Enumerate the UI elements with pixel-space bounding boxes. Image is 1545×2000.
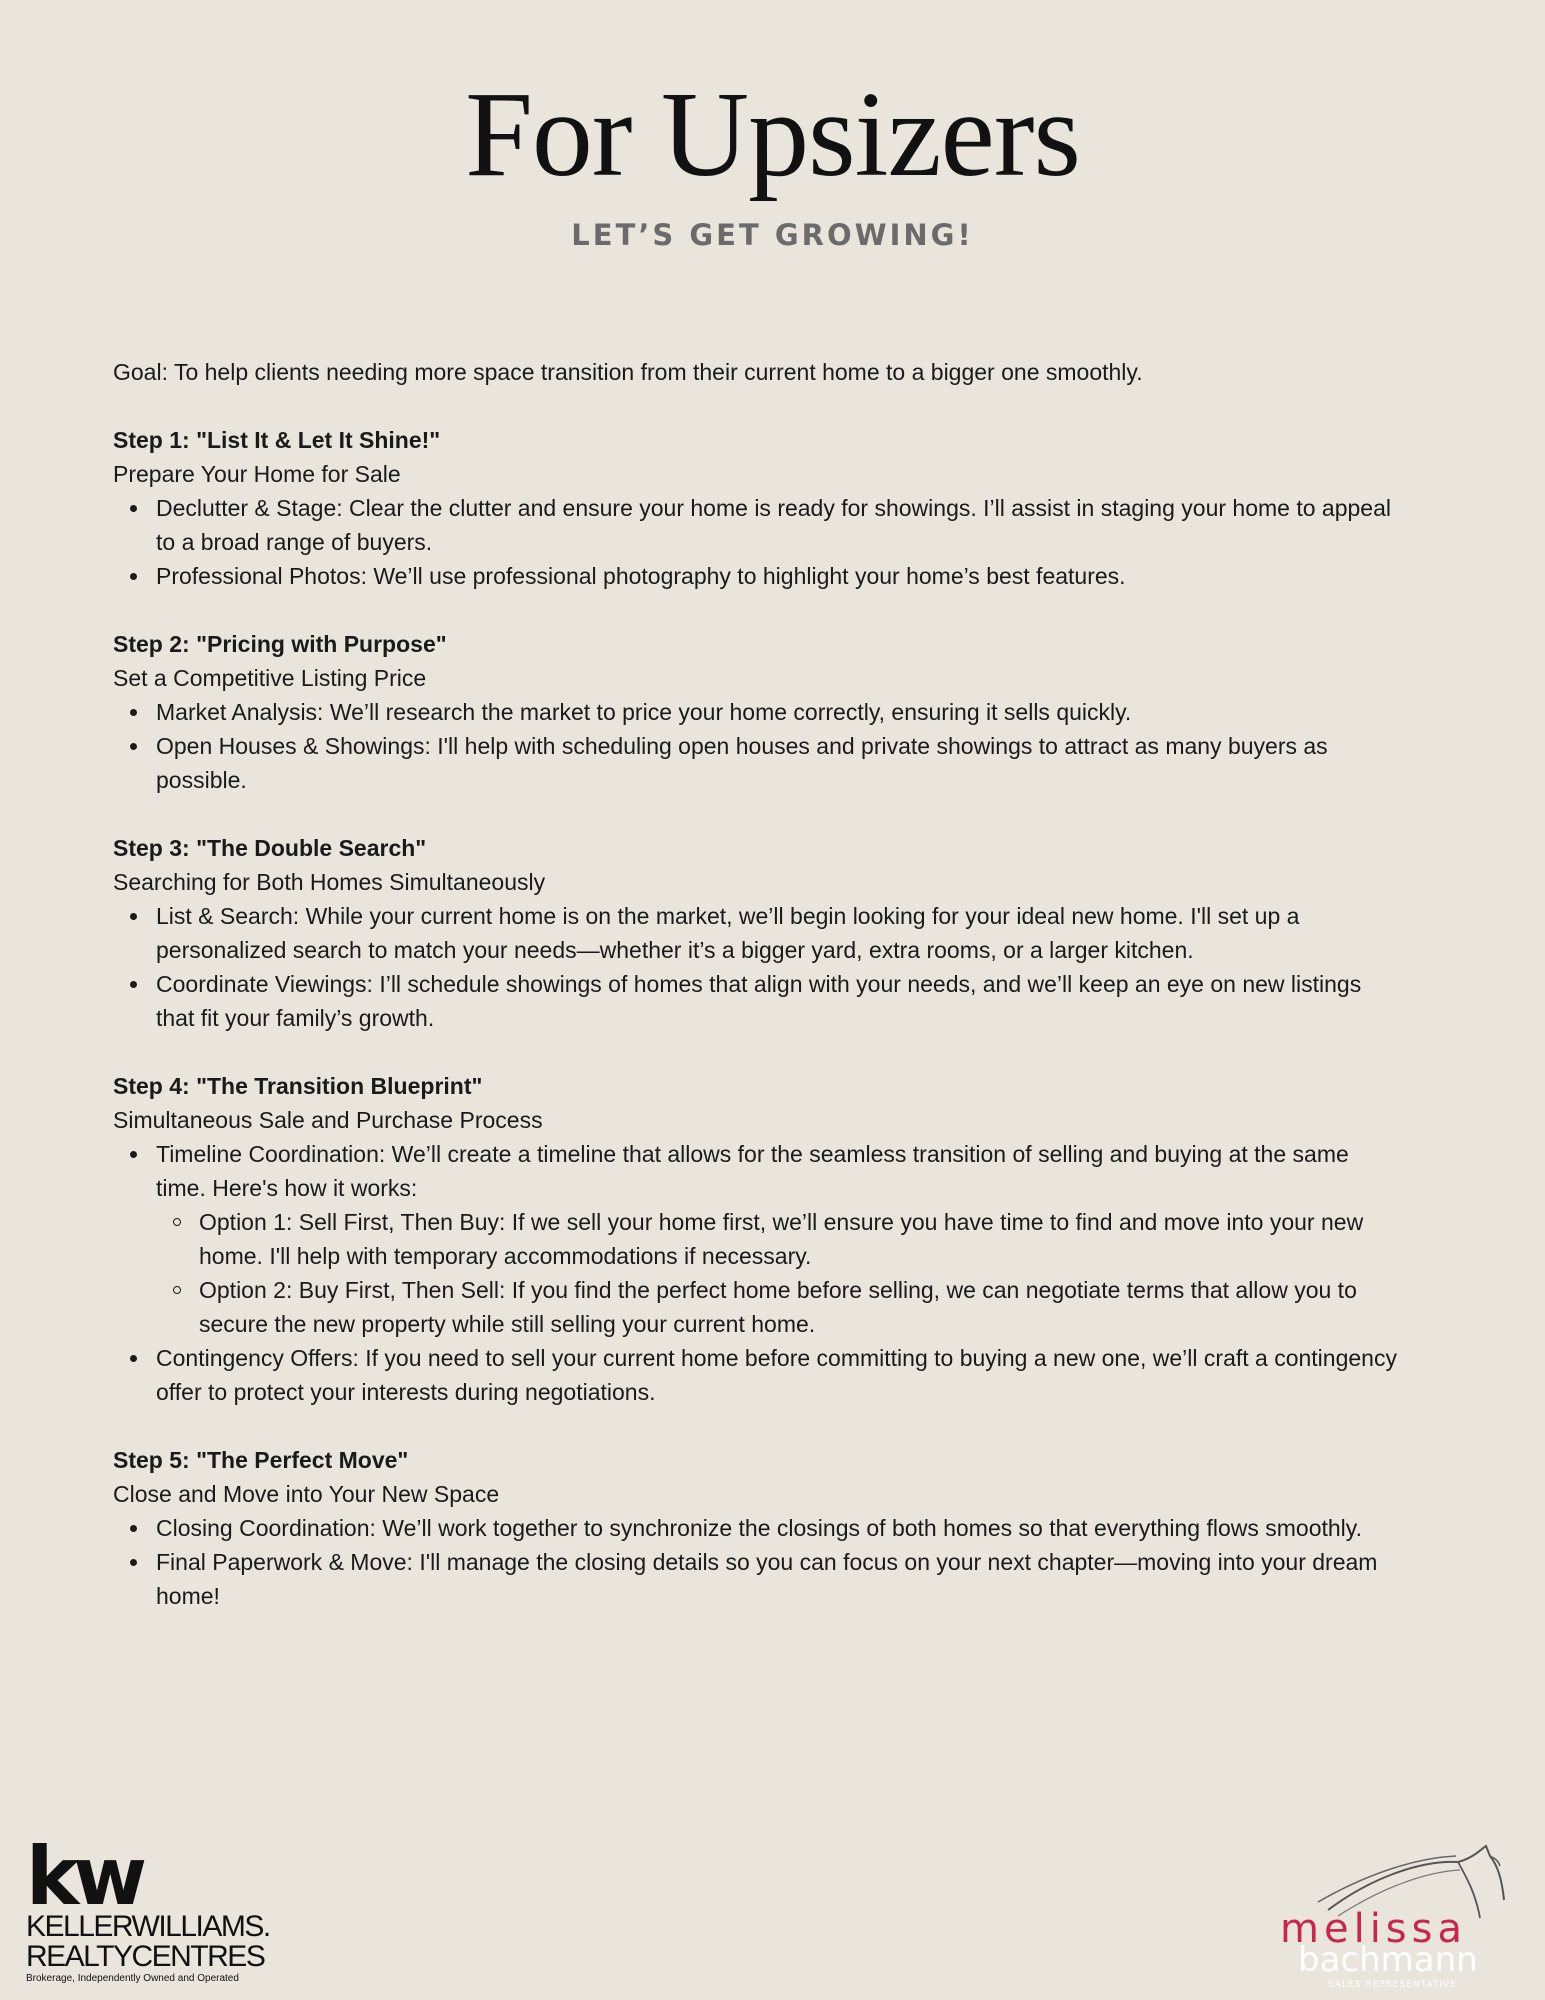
list-item-text: Professional Photos: We’ll use professional photography to highlight your home’s best features. — [156, 563, 1126, 589]
list-item-text: Declutter & Stage: Clear the clutter and ensure your home is ready for showings. I’ll assist in staging your home to appeal to a broad range of buyers. — [156, 495, 1391, 555]
step-bullets — [113, 899, 1403, 1035]
step-title: Step 4: "The Transition Blueprint" — [113, 1073, 483, 1099]
sub-bullets — [156, 1205, 1403, 1341]
kw-logo-tagline: Brokerage, Independently Owned and Operated — [26, 1973, 239, 1984]
goal-statement: Goal: To help clients needing more space transition from their current home to a bigger one smoothly. — [113, 359, 1143, 385]
step-subtitle: Set a Competitive Listing Price — [113, 665, 427, 691]
list-item — [156, 491, 1403, 559]
kw-logo-line-2: REALTYCENTRES — [26, 1940, 265, 1973]
list-item-text: Contingency Offers: If you need to sell your current home before committing to buying a new one, we’ll craft a contingency offer to protect your interests during negotiations. — [156, 1345, 1397, 1405]
bullet-icon — [130, 709, 137, 716]
step-2 — [113, 627, 1403, 797]
document-body — [113, 355, 1403, 1647]
list-item-text: List & Search: While your current home is on the market, we’ll begin looking for your ideal new home. I'll set up a personalized search to match your needs—whether it’s a bigger yard, extra rooms, or a larger kitchen. — [156, 903, 1300, 963]
bullet-icon — [130, 981, 137, 988]
step-title: Step 3: "The Double Search" — [113, 835, 427, 861]
bullet-icon — [130, 505, 137, 512]
keller-williams-logo — [26, 1830, 270, 1992]
sub-list-item-text: Option 1: Sell First, Then Buy: If we sell your home first, we’ll ensure you have time to find and move into your new home. I'll help with temporary accommodations if necessary. — [199, 1209, 1364, 1269]
agent-logo — [1278, 1840, 1518, 2000]
sub-list-item — [199, 1205, 1403, 1273]
kw-logo-line-1: KELLERWILLIAMS. — [26, 1910, 270, 1943]
step-title: Step 2: "Pricing with Purpose" — [113, 631, 447, 657]
step-3 — [113, 831, 1403, 1035]
bullet-icon — [130, 1151, 137, 1158]
kw-logo-mark: kw — [26, 1830, 142, 1923]
page-title: For Upsizers — [465, 67, 1080, 202]
hollow-bullet-icon — [173, 1286, 181, 1294]
sub-list-item — [199, 1273, 1403, 1341]
list-item-text: Open Houses & Showings: I'll help with scheduling open houses and private showings to attract as many buyers as possible. — [156, 733, 1328, 793]
step-4 — [113, 1069, 1403, 1409]
list-item — [156, 695, 1403, 729]
list-item-text: Timeline Coordination: We’ll create a timeline that allows for the seamless transition of selling and buying at the same time. Here's how it works: — [156, 1141, 1349, 1201]
step-title: Step 5: "The Perfect Move" — [113, 1447, 409, 1473]
step-title: Step 1: "List It & Let It Shine!" — [113, 427, 441, 453]
list-item-text: Closing Coordination: We’ll work together to synchronize the closings of both homes so that everything flows smoothly. — [156, 1515, 1362, 1541]
step-bullets — [113, 1137, 1403, 1409]
bullet-icon — [130, 573, 137, 580]
step-bullets — [113, 1511, 1403, 1613]
bullet-icon — [130, 913, 137, 920]
list-item-text: Coordinate Viewings: I’ll schedule showings of homes that align with your needs, and we’ll keep an eye on new listings that fit your family’s growth. — [156, 971, 1362, 1031]
step-subtitle: Searching for Both Homes Simultaneously — [113, 869, 546, 895]
step-bullets — [113, 695, 1403, 797]
agent-last-name: bachmann — [1298, 1940, 1478, 1980]
step-subtitle: Close and Move into Your New Space — [113, 1481, 500, 1507]
list-item — [156, 899, 1403, 967]
list-item — [156, 967, 1403, 1035]
bullet-icon — [130, 1559, 137, 1566]
sub-list-item-text: Option 2: Buy First, Then Sell: If you find the perfect home before selling, we can negotiate terms that allow you to secure the new property while still selling your current home. — [199, 1277, 1357, 1337]
agent-tagline: SALES REPRESENTATIVE — [1328, 1980, 1458, 1990]
list-item-text: Final Paperwork & Move: I'll manage the closing details so you can focus on your next chapter—moving into your dream home! — [156, 1549, 1378, 1609]
hollow-bullet-icon — [173, 1218, 181, 1226]
list-item — [156, 559, 1403, 593]
page-subtitle: LET’S GET GROWING! — [571, 218, 974, 252]
list-item — [156, 1341, 1403, 1409]
list-item — [156, 1511, 1403, 1545]
step-1 — [113, 423, 1403, 593]
list-item — [156, 1545, 1403, 1613]
bullet-icon — [130, 1355, 137, 1362]
step-bullets — [113, 491, 1403, 593]
bullet-icon — [130, 743, 137, 750]
step-subtitle: Simultaneous Sale and Purchase Process — [113, 1107, 543, 1133]
step-subtitle: Prepare Your Home for Sale — [113, 461, 401, 487]
list-item — [156, 729, 1403, 797]
agent-first-name: melissa — [1280, 1906, 1467, 1952]
list-item — [156, 1137, 1403, 1341]
step-5 — [113, 1443, 1403, 1613]
list-item-text: Market Analysis: We’ll research the market to price your home correctly, ensuring it sells quickly. — [156, 699, 1132, 725]
bullet-icon — [130, 1525, 137, 1532]
